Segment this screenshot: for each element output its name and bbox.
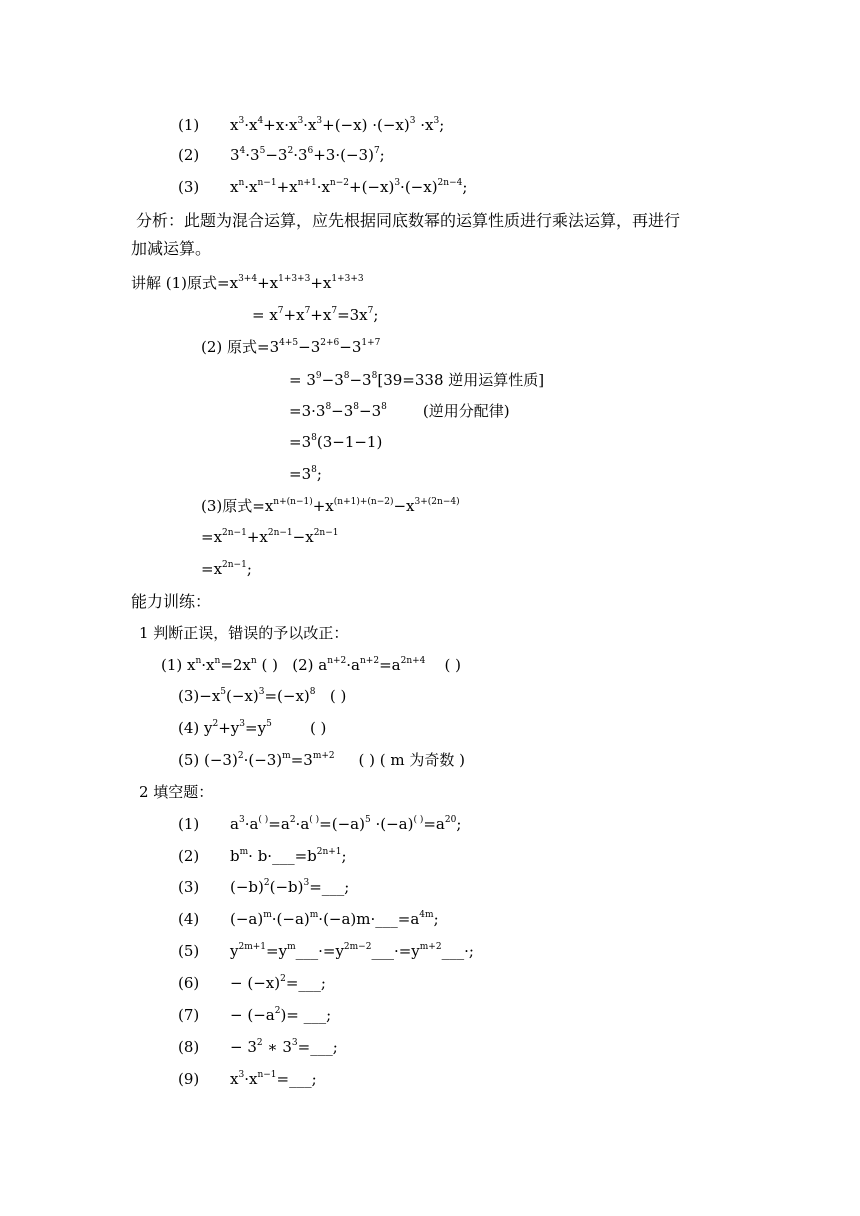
- solution-note: (逆用分配律): [422, 402, 510, 420]
- solution-2-line-2: = $3^9-3^8-3^8[39=338$ 逆用运算性质]: [289, 371, 545, 389]
- solution-1-line-2: = $x^7+x^7+x^7=3x^7$;: [252, 306, 379, 324]
- question-1-row-4: (5) $(-3)^2\cdot(-3)^m=3^{m+2}$ ( ) ( m 为奇数 ): [178, 751, 465, 769]
- fill-8: $(8) - 3^2$ ∗ $3^3=\_\_\_$;: [178, 1038, 338, 1056]
- analysis-line-2: 加减运算。: [131, 239, 212, 258]
- fill-5: (5) $y^{2m+1}=y^m\_\_\_\cdot=y^{2m-2}\_\_\_\cdot=y^{m+2}\_\_\_\cdot$;: [178, 942, 474, 960]
- solution-1-line-1: 讲解 (1)原式$=x^{3+4}+x^{1+3+3}+x^{1+3+3}$: [131, 274, 364, 292]
- fill-6: $(6) - (-x)^2=\_\_\_$;: [178, 974, 326, 992]
- solution-head: 讲解 (1)原式=: [131, 274, 230, 292]
- problem-2: (2) $3^4\cdot 3^5-3^2\cdot 3^6+3\cdot(-3)^7$;: [178, 146, 385, 164]
- solution-note: [39=338 逆用运算性质]: [377, 371, 545, 389]
- solution-2-line-5: $=3^8$;: [289, 465, 322, 483]
- fill-3: (3) $(-b)^2(-b)^3=\_\_\_$;: [178, 878, 350, 896]
- solution-2-line-4: $=3^8(3-1-1)$: [289, 433, 383, 451]
- problem-label: (3): [178, 178, 200, 196]
- solution-3-line-1: (3)原式$=x^{n+(n-1)}+x^{(n+1)+(n-2)}-x^{3+(2n-4)}$: [201, 497, 460, 515]
- training-title: 能力训练：: [131, 592, 212, 611]
- question-2-title: 2 填空题：: [139, 783, 214, 801]
- question-1-row-3: (4) $y^2+y^3=y^5$ ( ): [178, 719, 327, 737]
- problem-3: (3) $x^n\cdot x^{n-1}+x^{n+1}\cdot x^{n-2}+(-x)^3\cdot(-x)^{2n-4}$;: [178, 178, 468, 196]
- solution-3-line-2: $=x^{2n-1}+x^{2n-1}-x^{2n-1}$: [201, 528, 339, 546]
- fill-9: (9) $x^3\cdot x^{n-1}=\_\_\_$;: [178, 1070, 317, 1088]
- problem-label: (2): [178, 146, 200, 164]
- fill-7: $(7) - (-a^2)=$ ___;: [178, 1006, 332, 1024]
- question-1-row-1: (1) $x^n\cdot x^n=2x^n$ ( ) (2) $a^{n+2}\cdot a^{n+2}=a^{2n+4}$ ( ): [161, 656, 461, 674]
- analysis-line-1: 分析：此题为混合运算，应先根据同底数幂的运算性质进行乘法运算，再进行: [136, 211, 681, 230]
- fill-1: (1) $a^3\cdot a^{( )}=a^2\cdot a^{( )}=(-a)^5 \cdot(-a)^{( )}=a^{20}$;: [178, 815, 462, 833]
- fill-4: (4) $(-a)^m\cdot(-a)^m\cdot(-a)m\cdot\_\_\_=a^{4m}$;: [178, 910, 439, 928]
- question-1-title: 1 判断正误，错误的予以改正：: [139, 624, 349, 642]
- solution-3-head: (3)原式=: [201, 497, 265, 515]
- problem-label: (1): [178, 116, 200, 134]
- solution-2-line-3: $=3\cdot 3^8-3^8-3^8$ (逆用分配律): [289, 402, 510, 420]
- question-note: ( ) ( m 为奇数 ): [358, 751, 465, 769]
- fill-2: (2) $b^m\cdot$ $b\cdot\_\_\_=b^{2n+1}$;: [178, 847, 347, 865]
- solution-2-line-1: (2) 原式$=3^{4+5}-3^{2+6}-3^{1+7}$: [201, 338, 381, 356]
- solution-2-head: (2) 原式=: [201, 338, 270, 356]
- problem-1: (1) $x^3\cdot x^4+x\cdot x^3\cdot x^3+(-x) \cdot(-x)^3 \cdot x^3$;: [178, 116, 445, 134]
- solution-3-line-3: $=x^{2n-1}$;: [201, 560, 252, 578]
- question-1-row-2: $(3)-x^5(-x)^3=(-x)^8$ ( ): [178, 687, 347, 705]
